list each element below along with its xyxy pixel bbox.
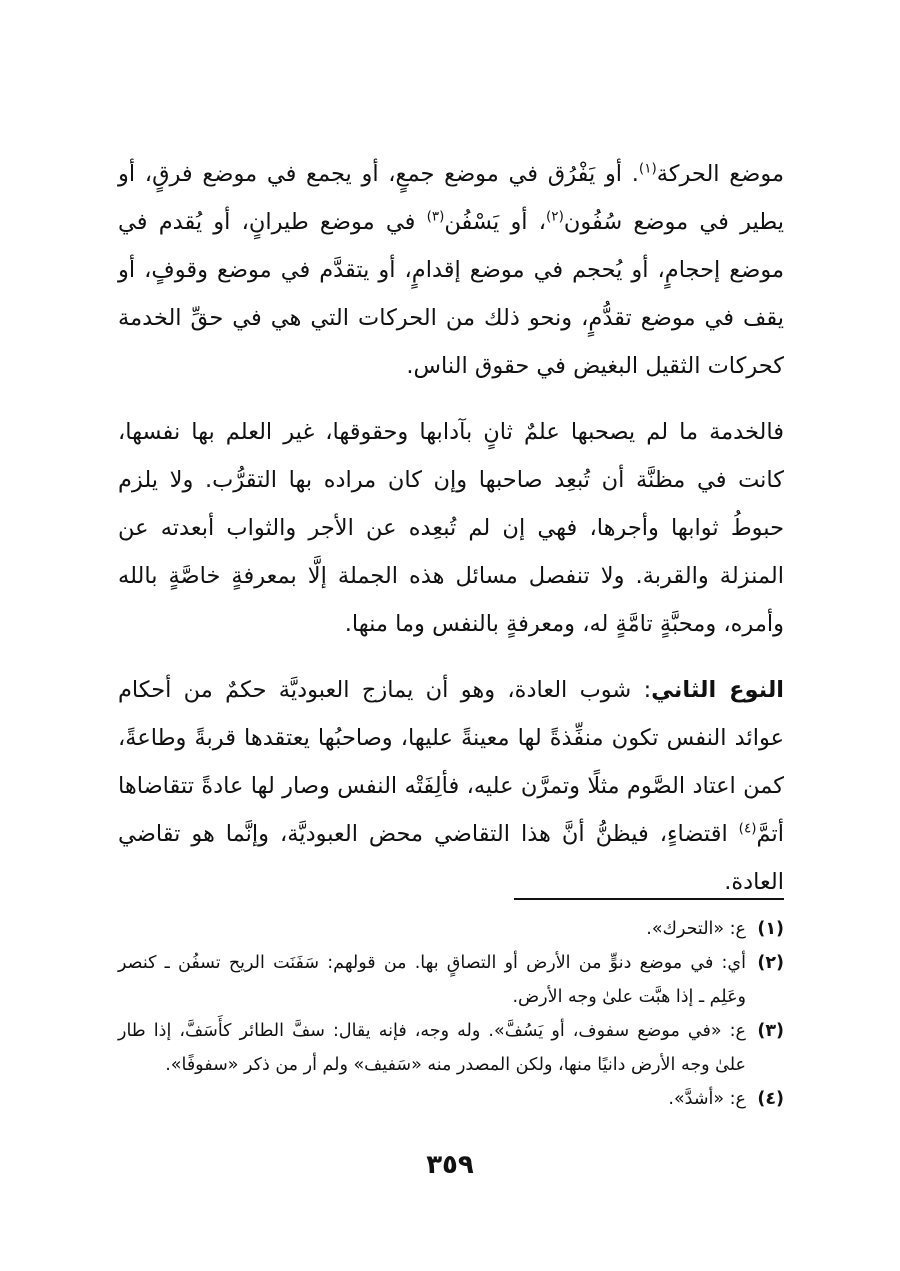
- paragraph-2: [118, 408, 784, 648]
- footnote-4: [118, 1082, 784, 1116]
- paragraph-text: فالخدمة ما لم يصحبها علمٌ ثانٍ بآدابها وحقوقها، غير العلم بها نفسها، كانت في مظنَّة أن تُبعِد صاحبها وإن كان مراده بها التقرُّب. ولا يلزم حبوطُ ثوابها وأجرها، فهي إن لم تُبعِده عن الأجر والثواب أبعدته عن المنزلة والقربة. ولا تنفصل مسائل هذه الجملة إلَّا بمعرفةٍ خاصَّةٍ بالله وأمره، ومحبَّةٍ تامَّةٍ له، ومعرفةٍ بالنفس وما منها.: [118, 419, 784, 637]
- paragraph-text: موضع الحركة: [656, 161, 784, 187]
- footnote-divider: [514, 898, 784, 900]
- footnote-ref-2: (٢): [546, 208, 564, 225]
- footnote-ref-1: (١): [638, 160, 657, 177]
- footnote-text: ع: «التحرك».: [646, 919, 746, 939]
- footnotes: [118, 912, 784, 1116]
- footnote-number: (١): [757, 919, 784, 939]
- footnote-number: (٣): [757, 1021, 784, 1041]
- paragraph-text: في موضع طيرانٍ، أو يُقدم في موضع إحجامٍ، أو يُحجم في موضع إقدامٍ، أو يتقدَّم في موضع وقوفٍ، أو يقف في موضع تقدُّمٍ، ونحو ذلك من الحركات التي هي في حقِّ الخدمة كحركات الثقيل البغيض في حقوق الناس.: [118, 209, 784, 379]
- paragraph-text: اقتضاءٍ، فيظنُّ أنَّ هذا التقاضي محض العبوديَّة، وإنَّما هو تقاضي العادة.: [118, 821, 784, 895]
- footnote-ref-3: (٣): [426, 208, 445, 225]
- footnote-number: (٤): [757, 1089, 784, 1109]
- footnote-ref-4: (٤): [738, 820, 757, 837]
- main-text: [118, 150, 784, 924]
- paragraph-text: . أو يَفْرُق في موضع جمعٍ، أو يجمع في موضع فرقٍ، أو يطير في موضع سُفُون: [118, 161, 784, 235]
- paragraph-3: [118, 666, 784, 906]
- footnote-text: أي: في موضع دنوٍّ من الأرض أو التصاقٍ بها. من قولهم: سَفَنَت الريح تسفُن ـ كنصر وعَلِم ـ إذا هبَّت علىٰ وجه الأرض.: [118, 953, 746, 1007]
- footnote-1: [118, 912, 784, 946]
- paragraph-1: [118, 150, 784, 390]
- section-heading: النوع الثاني: [651, 677, 784, 703]
- footnote-2: [118, 946, 784, 1014]
- footnote-text: ع: «في موضع سفوف، أو يَسُفَّ». وله وجه، فإنه يقال: سفَّ الطائر كأَسَفَّ، إذا طار علىٰ وجه الأرض دانيًا منها، ولكن المصدر منه «سَفيف» ولم أر من ذكر «سفوفًا».: [118, 1021, 746, 1075]
- footnote-text: ع: «أشدَّ».: [668, 1089, 746, 1109]
- footnote-number: (٢): [757, 953, 784, 973]
- paragraph-text: : شوب العادة، وهو أن يمازج العبوديَّة حكمٌ من أحكام عوائد النفس تكون منفِّذةً لها معينةً عليها، وصاحبُها يعتقدها قربةً وطاعةً، كمن اعتاد الصَّوم مثلًا وتمرَّن عليه، فألِفَتْه النفس وصار لها عادةً تتقاضاها أتمَّ: [118, 677, 784, 847]
- page-number: ٣٥٩: [426, 1150, 474, 1180]
- footnote-3: [118, 1014, 784, 1082]
- paragraph-text: ، أو يَسْفُن: [444, 209, 547, 235]
